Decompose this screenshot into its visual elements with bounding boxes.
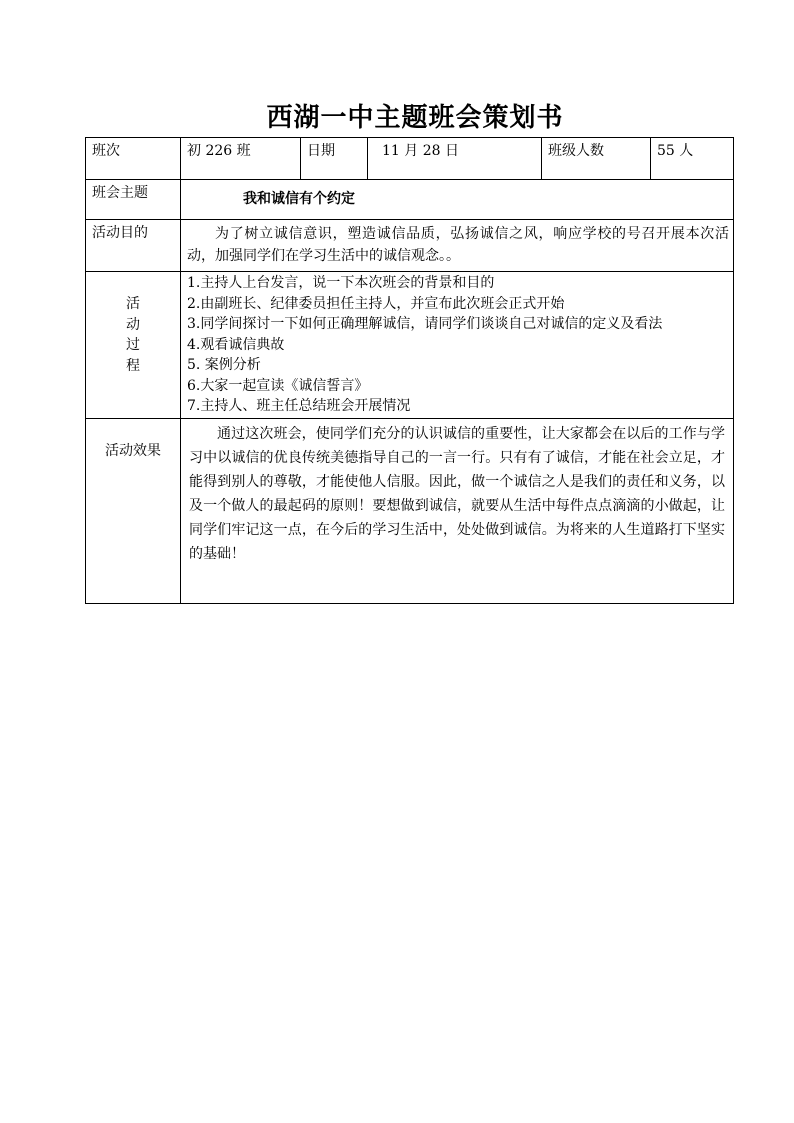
purpose-row: [86, 220, 734, 272]
process-step: 4.观看诚信典故: [187, 336, 285, 353]
process-steps-list: [181, 272, 733, 418]
date-value-cell: [368, 138, 542, 180]
theme-label: 班会主题: [92, 185, 148, 201]
process-step: 2.由副班长、纪律委员担任主持人，并宣布此次班会正式开始: [187, 295, 565, 312]
purpose-label: 活动目的: [92, 225, 148, 241]
process-step: 7.主持人、班主任总结班会开展情况: [187, 398, 411, 414]
date-label: 日期: [307, 143, 335, 159]
date-value: 11 月 28 日: [382, 143, 459, 159]
theme-value-cell: [181, 180, 734, 220]
theme-value: 我和诚信有个约定: [243, 191, 355, 207]
process-step: 3.同学间探讨一下如何正确理解诚信，请同学们谈谈自己对诚信的定义及看法: [187, 316, 663, 332]
process-step: 1.主持人上台发言，说一下本次班会的背景和目的: [187, 275, 495, 291]
class-value: 初 226 班: [187, 143, 251, 159]
date-label-cell: [301, 138, 368, 180]
process-label-char: 程: [126, 357, 140, 374]
effect-label: 活动效果: [105, 443, 161, 459]
process-label-cell: [86, 272, 181, 419]
effect-row: [86, 419, 734, 604]
count-value: 55 人: [657, 143, 694, 159]
plan-table: [85, 137, 734, 604]
info-row: [86, 138, 734, 180]
process-row: [86, 272, 734, 419]
document-title: 西湖一中主题班会策划书: [266, 103, 564, 133]
count-value-cell: [651, 138, 734, 180]
process-steps-cell: [181, 272, 734, 419]
purpose-text: 为了树立诚信意识，塑造诚信品质，弘扬诚信之风，响应学校的号召开展本次活动，加强同学们在学习生活中的诚信观念。。: [187, 226, 729, 264]
class-label: 班次: [92, 143, 120, 159]
process-label: [86, 272, 180, 376]
process-step: 6.大家一起宣读《诚信誓言》: [187, 377, 369, 394]
process-step: 5. 案例分析: [187, 357, 261, 373]
class-value-cell: [181, 138, 301, 180]
count-label: 班级人数: [548, 143, 604, 159]
process-label-char: 动: [126, 316, 140, 333]
theme-row: [86, 180, 734, 220]
purpose-text-cell: [181, 220, 734, 272]
effect-text-cell: [181, 419, 734, 604]
effect-label-cell: [86, 419, 181, 604]
process-label-char: 活: [126, 296, 140, 312]
count-label-cell: [542, 138, 651, 180]
class-label-cell: [86, 138, 181, 180]
process-label-char: 过: [126, 337, 140, 353]
theme-label-cell: [86, 180, 181, 220]
effect-text: 通过这次班会，使同学们充分的认识诚信的重要性，让大家都会在以后的工作与学习中以诚信的优良传统美德指导自己的一言一行。只有有了诚信，才能在社会立足，才能得到别人的尊敬，才能使他人信服。因此，做一个诚信之人是我们的责任和义务，以及一个做人的最起码的原则！要想做到诚信，就要从生活中每件点点滴滴的小做起，让同学们牢记这一点，在今后的学习生活中，处处做到诚信。为将来的人生道路打下坚实的基础！: [189, 426, 725, 562]
purpose-label-cell: [86, 220, 181, 272]
